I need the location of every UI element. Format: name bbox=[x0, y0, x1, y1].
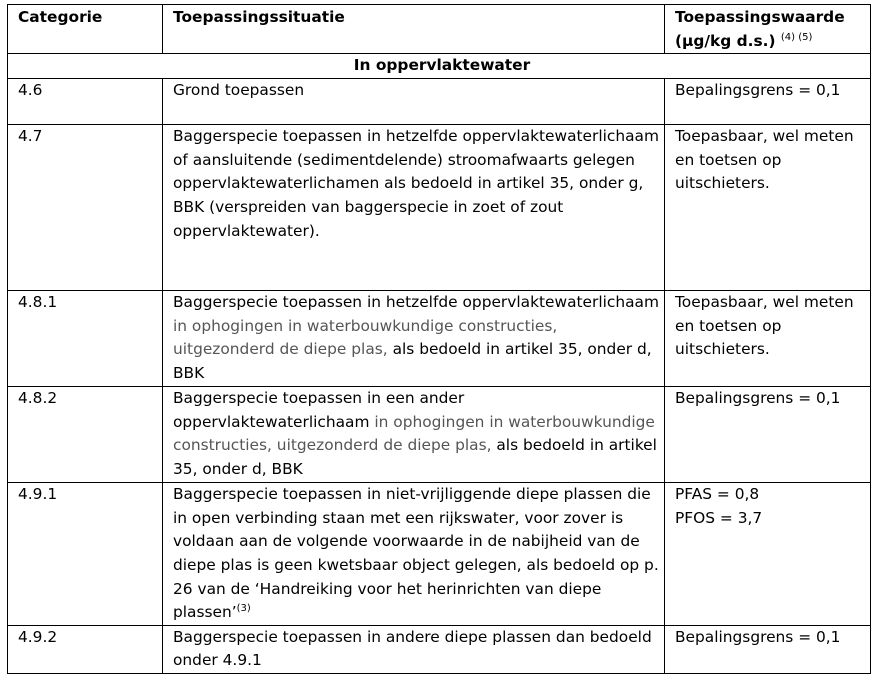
situation-text-gray: in ophogingen in waterbouwkundige constructies, uitgezonderd de diepe plas, bbox=[173, 316, 558, 359]
category-cell: 4.8.1 bbox=[8, 291, 163, 387]
category-cell: 4.8.2 bbox=[8, 387, 163, 483]
value-cell: Bepalingsgrens = 0,1 bbox=[665, 387, 871, 483]
situation-text-gray: in ophogingen in waterbouwkundige constructies, uitgezonderd de diepe plas, bbox=[173, 412, 655, 455]
situation-text-main: Baggerspecie toepassen in hetzelfde oppervlaktewaterlichaam bbox=[173, 293, 659, 312]
table-row bbox=[8, 125, 871, 291]
header-situation-label: Toepassingssituatie bbox=[173, 8, 345, 26]
header-value-label: Toepassingswaarde bbox=[675, 8, 845, 26]
value-pfas: PFAS = 0,8 bbox=[675, 485, 760, 504]
value-cell bbox=[665, 483, 871, 626]
table-row bbox=[8, 79, 871, 125]
value-cell: Bepalingsgrens = 0,1 bbox=[665, 625, 871, 673]
value-cell: Toepasbaar, wel meten en toetsen op uitschieters. bbox=[665, 125, 871, 291]
table-row bbox=[8, 387, 871, 483]
category-cell: 4.6 bbox=[8, 79, 163, 125]
header-value-footnote: (4) (5) bbox=[780, 31, 813, 43]
table-row bbox=[8, 483, 871, 626]
table-header-row bbox=[8, 5, 871, 54]
application-values-table bbox=[7, 4, 871, 674]
category-cell: 4.9.1 bbox=[8, 483, 163, 626]
value-cell: Toepasbaar, wel meten en toetsen op uitschieters. bbox=[665, 291, 871, 387]
section-title: In oppervlaktewater bbox=[8, 54, 871, 79]
header-situation bbox=[163, 5, 665, 54]
header-category bbox=[8, 5, 163, 54]
situation-text-main: Baggerspecie toepassen in niet-vrijliggende diepe plassen die in open verbinding staan met een rijkswater, voor zover is voldaan aan de volgende voorwaarde in de nabijheid van de diepe plas is geen kwetsbaar object gelegen, als bedoeld op p. 26 van de ‘Handreiking voor het herinrichten van diepe plassen’ bbox=[173, 485, 659, 622]
header-value-unit: (µg/kg d.s.) bbox=[675, 31, 776, 50]
situation-cell: Baggerspecie toepassen in hetzelfde oppervlaktewaterlichaam of aansluitende (sedimentdelende) stroomafwaarts gelegen oppervlaktewaterlichamen als bedoeld in artikel 35, onder g, BBK (verspreiden van baggerspecie in zoet of zout oppervlaktewater). bbox=[163, 125, 665, 291]
situation-cell bbox=[163, 483, 665, 626]
category-cell: 4.7 bbox=[8, 125, 163, 291]
value-cell: Bepalingsgrens = 0,1 bbox=[665, 79, 871, 125]
header-value bbox=[665, 5, 871, 54]
situation-cell: Baggerspecie toepassen in andere diepe plassen dan bedoeld onder 4.9.1 bbox=[163, 625, 665, 673]
category-cell: 4.9.2 bbox=[8, 625, 163, 673]
situation-text-end: als bedoeld in artikel 35, onder d, BBK bbox=[173, 340, 652, 382]
table-row bbox=[8, 625, 871, 673]
situation-text-main: Baggerspecie toepassen in een ander oppervlaktewaterlichaam bbox=[173, 389, 465, 431]
situation-cell: Grond toepassen bbox=[163, 79, 665, 125]
situation-footnote: (3) bbox=[236, 603, 251, 615]
situation-cell bbox=[163, 387, 665, 483]
table-row bbox=[8, 291, 871, 387]
value-pfos: PFOS = 3,7 bbox=[675, 508, 763, 527]
situation-cell bbox=[163, 291, 665, 387]
situation-text-end: als bedoeld in artikel 35, onder d, BBK bbox=[173, 436, 657, 478]
section-row bbox=[8, 54, 871, 79]
header-category-label: Categorie bbox=[18, 8, 103, 26]
